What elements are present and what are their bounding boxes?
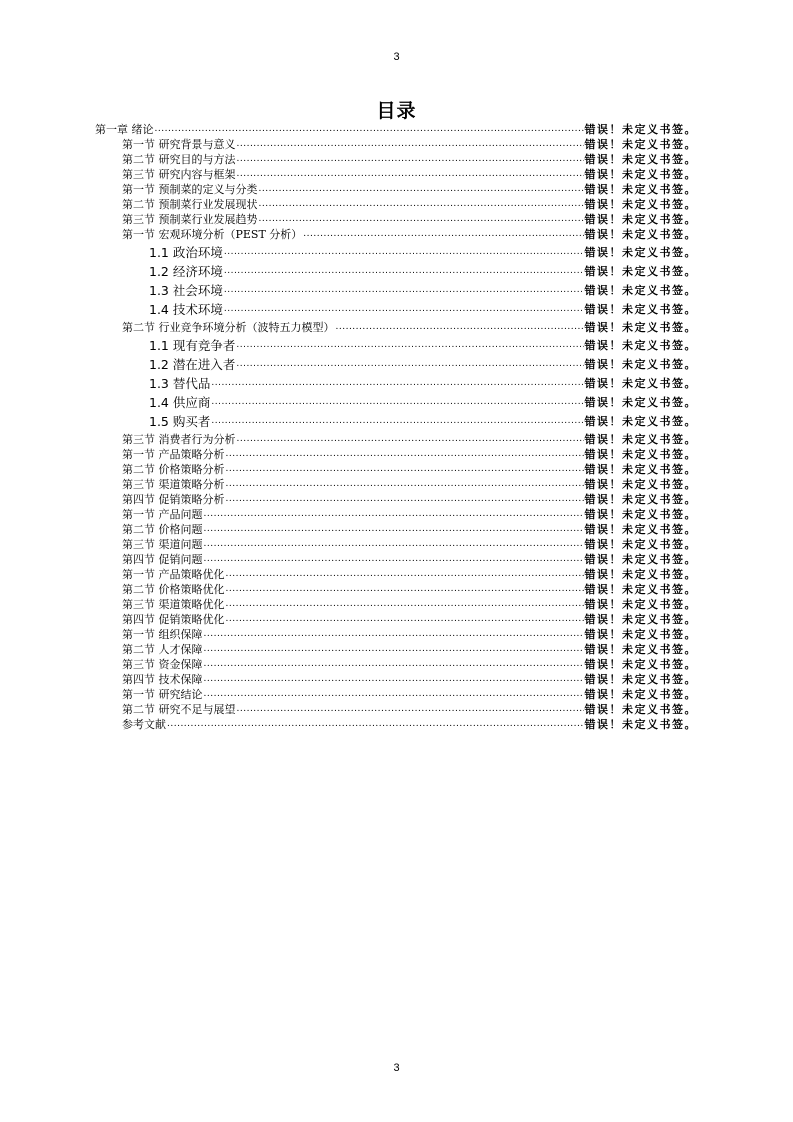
toc-leader-dots — [204, 523, 584, 536]
toc-entry-label: 第一节 宏观环境分析（PEST 分析） — [122, 228, 303, 241]
toc-entry-page-ref: 错误！未定义书签。 — [584, 123, 697, 136]
toc-entry[interactable] — [95, 228, 697, 241]
toc-entry-label: 1.4 供应商 — [149, 395, 211, 410]
toc-entry-page-ref: 错误！未定义书签。 — [584, 339, 697, 352]
toc-entry-page-ref: 错误！未定义书签。 — [584, 168, 697, 181]
toc-entry-page-ref: 错误！未定义书签。 — [584, 138, 697, 151]
toc-leader-dots — [155, 123, 584, 136]
toc-leader-dots — [204, 538, 584, 551]
header-page-number: 3 — [393, 51, 400, 63]
toc-entry-page-ref: 错误！未定义书签。 — [584, 358, 697, 371]
toc-leader-dots — [236, 338, 583, 353]
toc-leader-dots — [237, 153, 584, 166]
toc-entry[interactable] — [95, 395, 697, 410]
toc-entry-label: 1.3 社会环境 — [149, 283, 223, 298]
toc-entry-page-ref: 错误！未定义书签。 — [584, 265, 697, 278]
toc-entry-page-ref: 错误！未定义书签。 — [584, 493, 697, 506]
toc-leader-dots — [224, 264, 584, 279]
toc-entry-page-ref: 错误！未定义书签。 — [584, 568, 697, 581]
toc-entry-label: 第三节 渠道问题 — [122, 538, 203, 551]
toc-entry-page-ref: 错误！未定义书签。 — [584, 583, 697, 596]
toc-entry[interactable] — [95, 283, 697, 298]
toc-entry[interactable] — [95, 613, 697, 626]
toc-entry-page-ref: 错误！未定义书签。 — [584, 448, 697, 461]
toc-leader-dots — [259, 213, 584, 226]
toc-entry-label: 1.2 经济环境 — [149, 264, 223, 279]
toc-leader-dots — [211, 395, 583, 410]
toc-entry[interactable] — [95, 583, 697, 596]
toc-leader-dots — [237, 433, 584, 446]
toc-entry-label: 第一节 产品策略优化 — [122, 568, 225, 581]
toc-leader-dots — [226, 493, 584, 506]
toc-leader-dots — [226, 478, 584, 491]
toc-entry-page-ref: 错误！未定义书签。 — [584, 553, 697, 566]
toc-entry-label: 第二节 价格问题 — [122, 523, 203, 536]
toc-entry-label: 第二节 价格策略优化 — [122, 583, 225, 596]
toc-entry[interactable] — [95, 448, 697, 461]
toc-entry-page-ref: 错误！未定义书签。 — [584, 433, 697, 446]
toc-entry-label: 第一节 研究背景与意义 — [122, 138, 236, 151]
toc-leader-dots — [204, 688, 584, 701]
toc-entry-page-ref: 错误！未定义书签。 — [584, 598, 697, 611]
toc-entry-label: 第三节 消费者行为分析 — [122, 433, 236, 446]
toc-entry[interactable] — [95, 357, 697, 372]
toc-leader-dots — [224, 302, 584, 317]
toc-leader-dots — [204, 673, 584, 686]
toc-entry[interactable] — [95, 658, 697, 671]
toc-entry-label: 第二节 行业竞争环境分析（波特五力模型） — [122, 321, 335, 334]
toc-leader-dots — [204, 658, 584, 671]
toc-entry-page-ref: 错误！未定义书签。 — [584, 718, 697, 731]
toc-entry-label: 第二节 价格策略分析 — [122, 463, 225, 476]
toc-entry-label: 第一节 产品策略分析 — [122, 448, 225, 461]
toc-entry-page-ref: 错误！未定义书签。 — [584, 396, 697, 409]
toc-entry[interactable] — [95, 463, 697, 476]
toc-entry[interactable] — [95, 321, 697, 334]
toc-leader-dots — [224, 283, 584, 298]
toc-leader-dots — [303, 228, 583, 241]
toc-leader-dots — [226, 463, 584, 476]
footer-page-number: 3 — [393, 1062, 400, 1074]
toc-entry[interactable] — [95, 198, 697, 211]
toc-entry-page-ref: 错误！未定义书签。 — [584, 303, 697, 316]
toc-leader-dots — [237, 138, 584, 151]
toc-entry-label: 第三节 研究内容与框架 — [122, 168, 236, 181]
toc-title: 目录 — [376, 100, 417, 122]
toc-entry-label: 1.3 替代品 — [149, 376, 211, 391]
toc-entry-label: 1.1 政治环境 — [149, 245, 223, 260]
toc-entry-page-ref: 错误！未定义书签。 — [584, 321, 697, 334]
toc-leader-dots — [236, 357, 583, 372]
toc-entry-page-ref: 错误！未定义书签。 — [584, 228, 697, 241]
toc-entry-label: 第四节 促销策略分析 — [122, 493, 225, 506]
toc-entry[interactable] — [95, 688, 697, 701]
toc-entry[interactable] — [95, 138, 697, 151]
toc-entry-label: 第四节 技术保障 — [122, 673, 203, 686]
toc-entry[interactable] — [95, 553, 697, 566]
toc-entry[interactable] — [95, 338, 697, 353]
toc-entry-label: 1.1 现有竞争者 — [149, 338, 236, 353]
toc-entry[interactable] — [95, 703, 697, 716]
toc-entry[interactable] — [95, 302, 697, 317]
toc-leader-dots — [226, 583, 584, 596]
toc-entry-page-ref: 错误！未定义书签。 — [584, 628, 697, 641]
toc-entry-page-ref: 错误！未定义书签。 — [584, 198, 697, 211]
toc-entry-page-ref: 错误！未定义书签。 — [584, 183, 697, 196]
toc-entry-label: 第一节 预制菜的定义与分类 — [122, 183, 258, 196]
toc-entry[interactable] — [95, 213, 697, 226]
toc-leader-dots — [226, 448, 584, 461]
toc-entry[interactable] — [95, 183, 697, 196]
toc-entry[interactable] — [95, 123, 697, 136]
toc-entry[interactable] — [95, 478, 697, 491]
toc-leader-dots — [336, 321, 584, 334]
toc-leader-dots — [237, 168, 584, 181]
toc-entry[interactable] — [95, 523, 697, 536]
toc-leader-dots — [204, 643, 584, 656]
toc-leader-dots — [226, 568, 584, 581]
toc-entry[interactable] — [95, 568, 697, 581]
toc-entry-label: 1.5 购买者 — [149, 414, 211, 429]
toc-leader-dots — [259, 198, 584, 211]
toc-entry-page-ref: 错误！未定义书签。 — [584, 523, 697, 536]
toc-entry-page-ref: 错误！未定义书签。 — [584, 508, 697, 521]
toc-leader-dots — [226, 598, 584, 611]
toc-entry-page-ref: 错误！未定义书签。 — [584, 643, 697, 656]
toc-leader-dots — [167, 718, 584, 731]
toc-entry-page-ref: 错误！未定义书签。 — [584, 538, 697, 551]
toc-entry-page-ref: 错误！未定义书签。 — [584, 478, 697, 491]
toc-entry-page-ref: 错误！未定义书签。 — [584, 213, 697, 226]
toc-entry-label: 第一节 产品问题 — [122, 508, 203, 521]
toc-entry-label: 1.2 潜在进入者 — [149, 357, 236, 372]
toc-entry-page-ref: 错误！未定义书签。 — [584, 284, 697, 297]
toc-entry[interactable] — [95, 673, 697, 686]
toc-entry-label: 第二节 预制菜行业发展现状 — [122, 198, 258, 211]
toc-entry-label: 第四节 促销问题 — [122, 553, 203, 566]
toc-entry[interactable] — [95, 168, 697, 181]
toc-entry-label: 第三节 渠道策略分析 — [122, 478, 225, 491]
toc-entry[interactable] — [95, 414, 697, 429]
toc-entry-label: 第二节 研究不足与展望 — [122, 703, 236, 716]
toc-entry-label: 第一节 研究结论 — [122, 688, 203, 701]
toc-leader-dots — [224, 245, 584, 260]
toc-entry-label: 第三节 预制菜行业发展趋势 — [122, 213, 258, 226]
toc-entry-label: 1.4 技术环境 — [149, 302, 223, 317]
toc-entry-page-ref: 错误！未定义书签。 — [584, 703, 697, 716]
toc-entry-page-ref: 错误！未定义书签。 — [584, 613, 697, 626]
toc-entry-label: 第四节 促销策略优化 — [122, 613, 225, 626]
toc-entry-page-ref: 错误！未定义书签。 — [584, 377, 697, 390]
toc-entry[interactable] — [95, 153, 697, 166]
toc-entry[interactable] — [95, 264, 697, 279]
toc-entry-page-ref: 错误！未定义书签。 — [584, 415, 697, 428]
toc-entry-label: 第二节 人才保障 — [122, 643, 203, 656]
toc-entry[interactable] — [95, 508, 697, 521]
toc-entry-page-ref: 错误！未定义书签。 — [584, 688, 697, 701]
toc-entry-label: 第一章 绪论 — [95, 123, 154, 136]
toc-entry-page-ref: 错误！未定义书签。 — [584, 246, 697, 259]
toc-entry-label: 第三节 渠道策略优化 — [122, 598, 225, 611]
toc-entry-page-ref: 错误！未定义书签。 — [584, 673, 697, 686]
toc-entry[interactable] — [95, 433, 697, 446]
toc-entry[interactable] — [95, 718, 697, 731]
toc-entry-label: 第三节 资金保障 — [122, 658, 203, 671]
toc-entry[interactable] — [95, 598, 697, 611]
toc-leader-dots — [226, 613, 584, 626]
toc-entry-label: 第二节 研究目的与方法 — [122, 153, 236, 166]
toc-entry[interactable] — [95, 245, 697, 260]
toc-entry[interactable] — [95, 376, 697, 391]
toc-leader-dots — [204, 628, 584, 641]
toc-entry-page-ref: 错误！未定义书签。 — [584, 153, 697, 166]
toc-entry[interactable] — [95, 493, 697, 506]
toc-leader-dots — [237, 703, 584, 716]
toc-leader-dots — [259, 183, 584, 196]
toc-leader-dots — [204, 553, 584, 566]
toc-leader-dots — [204, 508, 584, 521]
toc-entry[interactable] — [95, 538, 697, 551]
toc-entry-page-ref: 错误！未定义书签。 — [584, 658, 697, 671]
toc-leader-dots — [211, 376, 583, 391]
toc-entry[interactable] — [95, 628, 697, 641]
toc-entry[interactable] — [95, 643, 697, 656]
toc-leader-dots — [211, 414, 583, 429]
toc-entry-page-ref: 错误！未定义书签。 — [584, 463, 697, 476]
table-of-contents — [95, 121, 697, 733]
toc-entry-label: 参考文献 — [122, 718, 166, 731]
toc-entry-label: 第一节 组织保障 — [122, 628, 203, 641]
